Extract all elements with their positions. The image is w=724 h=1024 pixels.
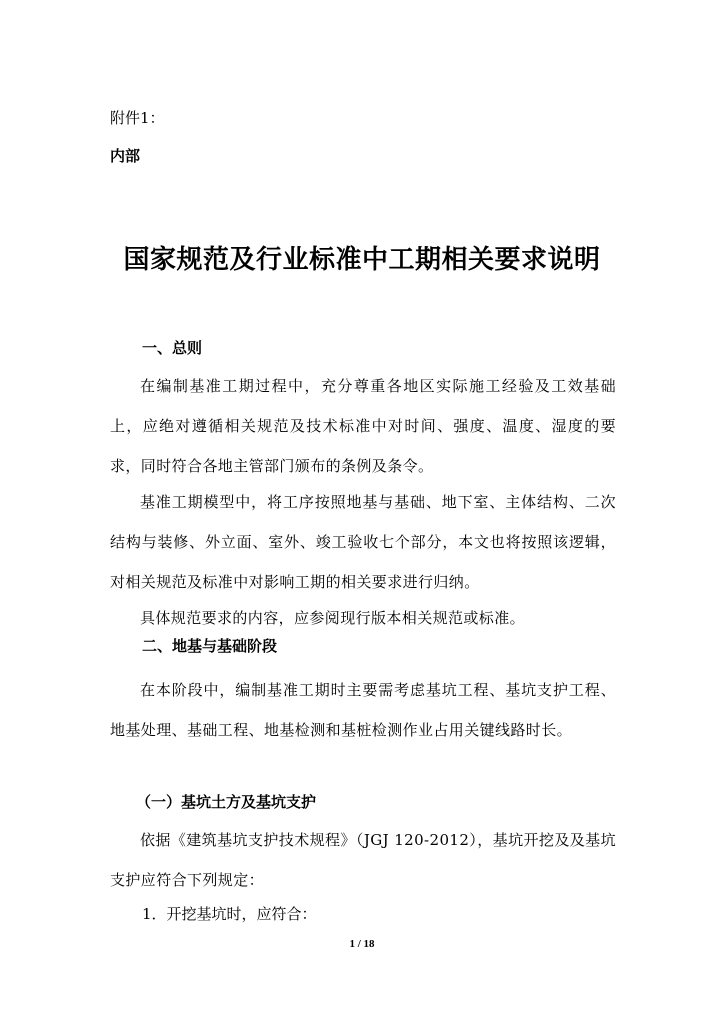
section-1-heading: 一、总则 xyxy=(142,339,203,357)
page-number: 1 / 18 xyxy=(349,938,375,950)
subsection-1-heading: （一）基坑土方及基坑支护 xyxy=(136,793,317,811)
subsection-1-item-1: 1．开挖基坑时，应符合： xyxy=(142,905,317,923)
section-1-paragraph-3: 具体规范要求的内容，应参阅现行版本相关规范或标准。 xyxy=(140,609,526,627)
section-2-heading: 二、地基与基础阶段 xyxy=(142,637,278,655)
section-2-paragraph-1: 在本阶段中，编制基准工期时主要需考虑基坑工程、基坑支护工程、地基处理、基础工程、地基检测和基桩检测作业占用关键线路时长。 xyxy=(110,681,616,739)
section-1-paragraph-2: 基准工期模型中，将工序按照地基与基础、地下室、主体结构、二次结构与装修、外立面、室外、竣工验收七个部分，本文也将按照该逻辑，对相关规范及标准中对影响工期的相关要求进行归纳。 xyxy=(110,493,616,591)
section-1-paragraph-1: 在编制基准工期过程中，充分尊重各地区实际施工经验及工效基础上，应绝对遵循相关规范及技术标准中对时间、强度、温度、湿度的要求，同时符合各地主管部门颁布的条例及条令。 xyxy=(110,377,616,475)
attachment-label: 附件1： xyxy=(110,109,165,127)
page-title: 国家规范及行业标准中工期相关要求说明 xyxy=(123,245,601,275)
subsection-1-paragraph-1: 依据《建筑基坑支护技术规程》（JGJ 120-2012），基坑开挖及及基坑支护应符合下列规定： xyxy=(110,831,616,889)
classification-label: 内部 xyxy=(110,147,141,165)
